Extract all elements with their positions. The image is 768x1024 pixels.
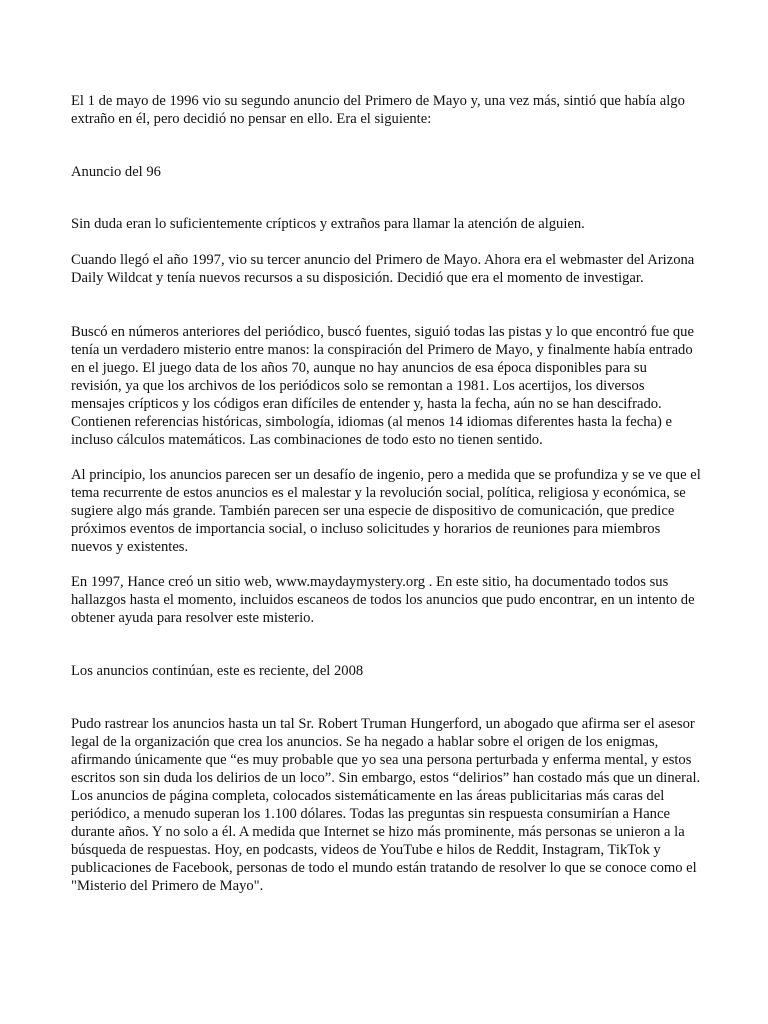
paragraph-investigation: Buscó en números anteriores del periódico, buscó fuentes, siguió todas las pistas y lo que encontró fue que tenía un verdadero misterio entre manos: la conspiración del Primero de Mayo, y finalmente había entrado en el juego. El juego data de los años 70, aunque no hay anuncios de esa época disponibles para su revisión, ya que los archivos de los periódicos solo se remontan a 1981. Los acertijos, los diversos mensajes crípticos y los códigos eran difíciles de entender y, hasta la fecha, aún no se han descifrado. Contienen referencias históricas, simbología, idiomas (al menos 14 idiomas diferentes hasta la fecha) e incluso cálculos matemáticos. Las combinaciones de todo esto no tienen sentido. — [71, 324, 694, 448]
paragraph-cryptic: Sin duda eran lo suficientemente crípticos y extraños para llamar la atención de alguien. — [71, 216, 585, 232]
paragraph-1997: Cuando llegó el año 1997, vio su tercer anuncio del Primero de Mayo. Ahora era el webmaster del Arizona Daily Wildcat y tenía nuevos recursos a su disposición. Decidió que era el momento de investigar. — [71, 252, 695, 286]
paragraph-hungerford: Pudo rastrear los anuncios hasta un tal Sr. Robert Truman Hungerford, un abogado que afirma ser el asesor legal de la organización que crea los anuncios. Se ha negado a hablar sobre el origen de los enigmas, afirmando únicamente que “es muy probable que yo sea una persona perturbada y enferma mental, y estos escritos son sin duda los delirios de un loco”. Sin embargo, estos “delirios” han costado más que un dineral. Los anuncios de página completa, colocados sistemáticamente en las áreas publicitarias más caras del periódico, a menudo superan los 1.100 dólares. Todas las preguntas sin respuesta consumirían a Hance durante años. Y no solo a él. A medida que Internet se hizo más prominente, más personas se unieron a la búsqueda de respuestas. Hoy, en podcasts, videos de YouTube e hilos de Reddit, Instagram, TikTok y publicaciones de Facebook, personas de todo el mundo están tratando de resolver lo que se conoce como el "Misterio del Primero de Mayo". — [71, 716, 701, 894]
caption-ad-2008: Los anuncios continúan, este es reciente, del 2008 — [71, 663, 364, 679]
paragraph-second-ad: El 1 de mayo de 1996 vio su segundo anuncio del Primero de Mayo y, una vez más, sintió que había algo extraño en él, pero decidió no pensar en ello. Era el siguiente: — [71, 93, 685, 127]
caption-ad-96: Anuncio del 96 — [71, 164, 161, 180]
paragraph-challenge: Al principio, los anuncios parecen ser un desafío de ingenio, pero a medida que se profundiza y se ve que el tema recurrente de estos anuncios es el malestar y la revolución social, política, religiosa y económica, se sugiere algo más grande. También parecen ser una especie de dispositivo de comunicación, que predice próximos eventos de importancia social, o incluso solicitudes y horarios de reuniones para miembros nuevos y existentes. — [71, 467, 701, 555]
paragraph-website: En 1997, Hance creó un sitio web, www.maydaymystery.org . En este sitio, ha documentado todos sus hallazgos hasta el momento, incluidos escaneos de todos los anuncios que pudo encontrar, en un intento de obtener ayuda para resolver este misterio. — [71, 574, 695, 626]
